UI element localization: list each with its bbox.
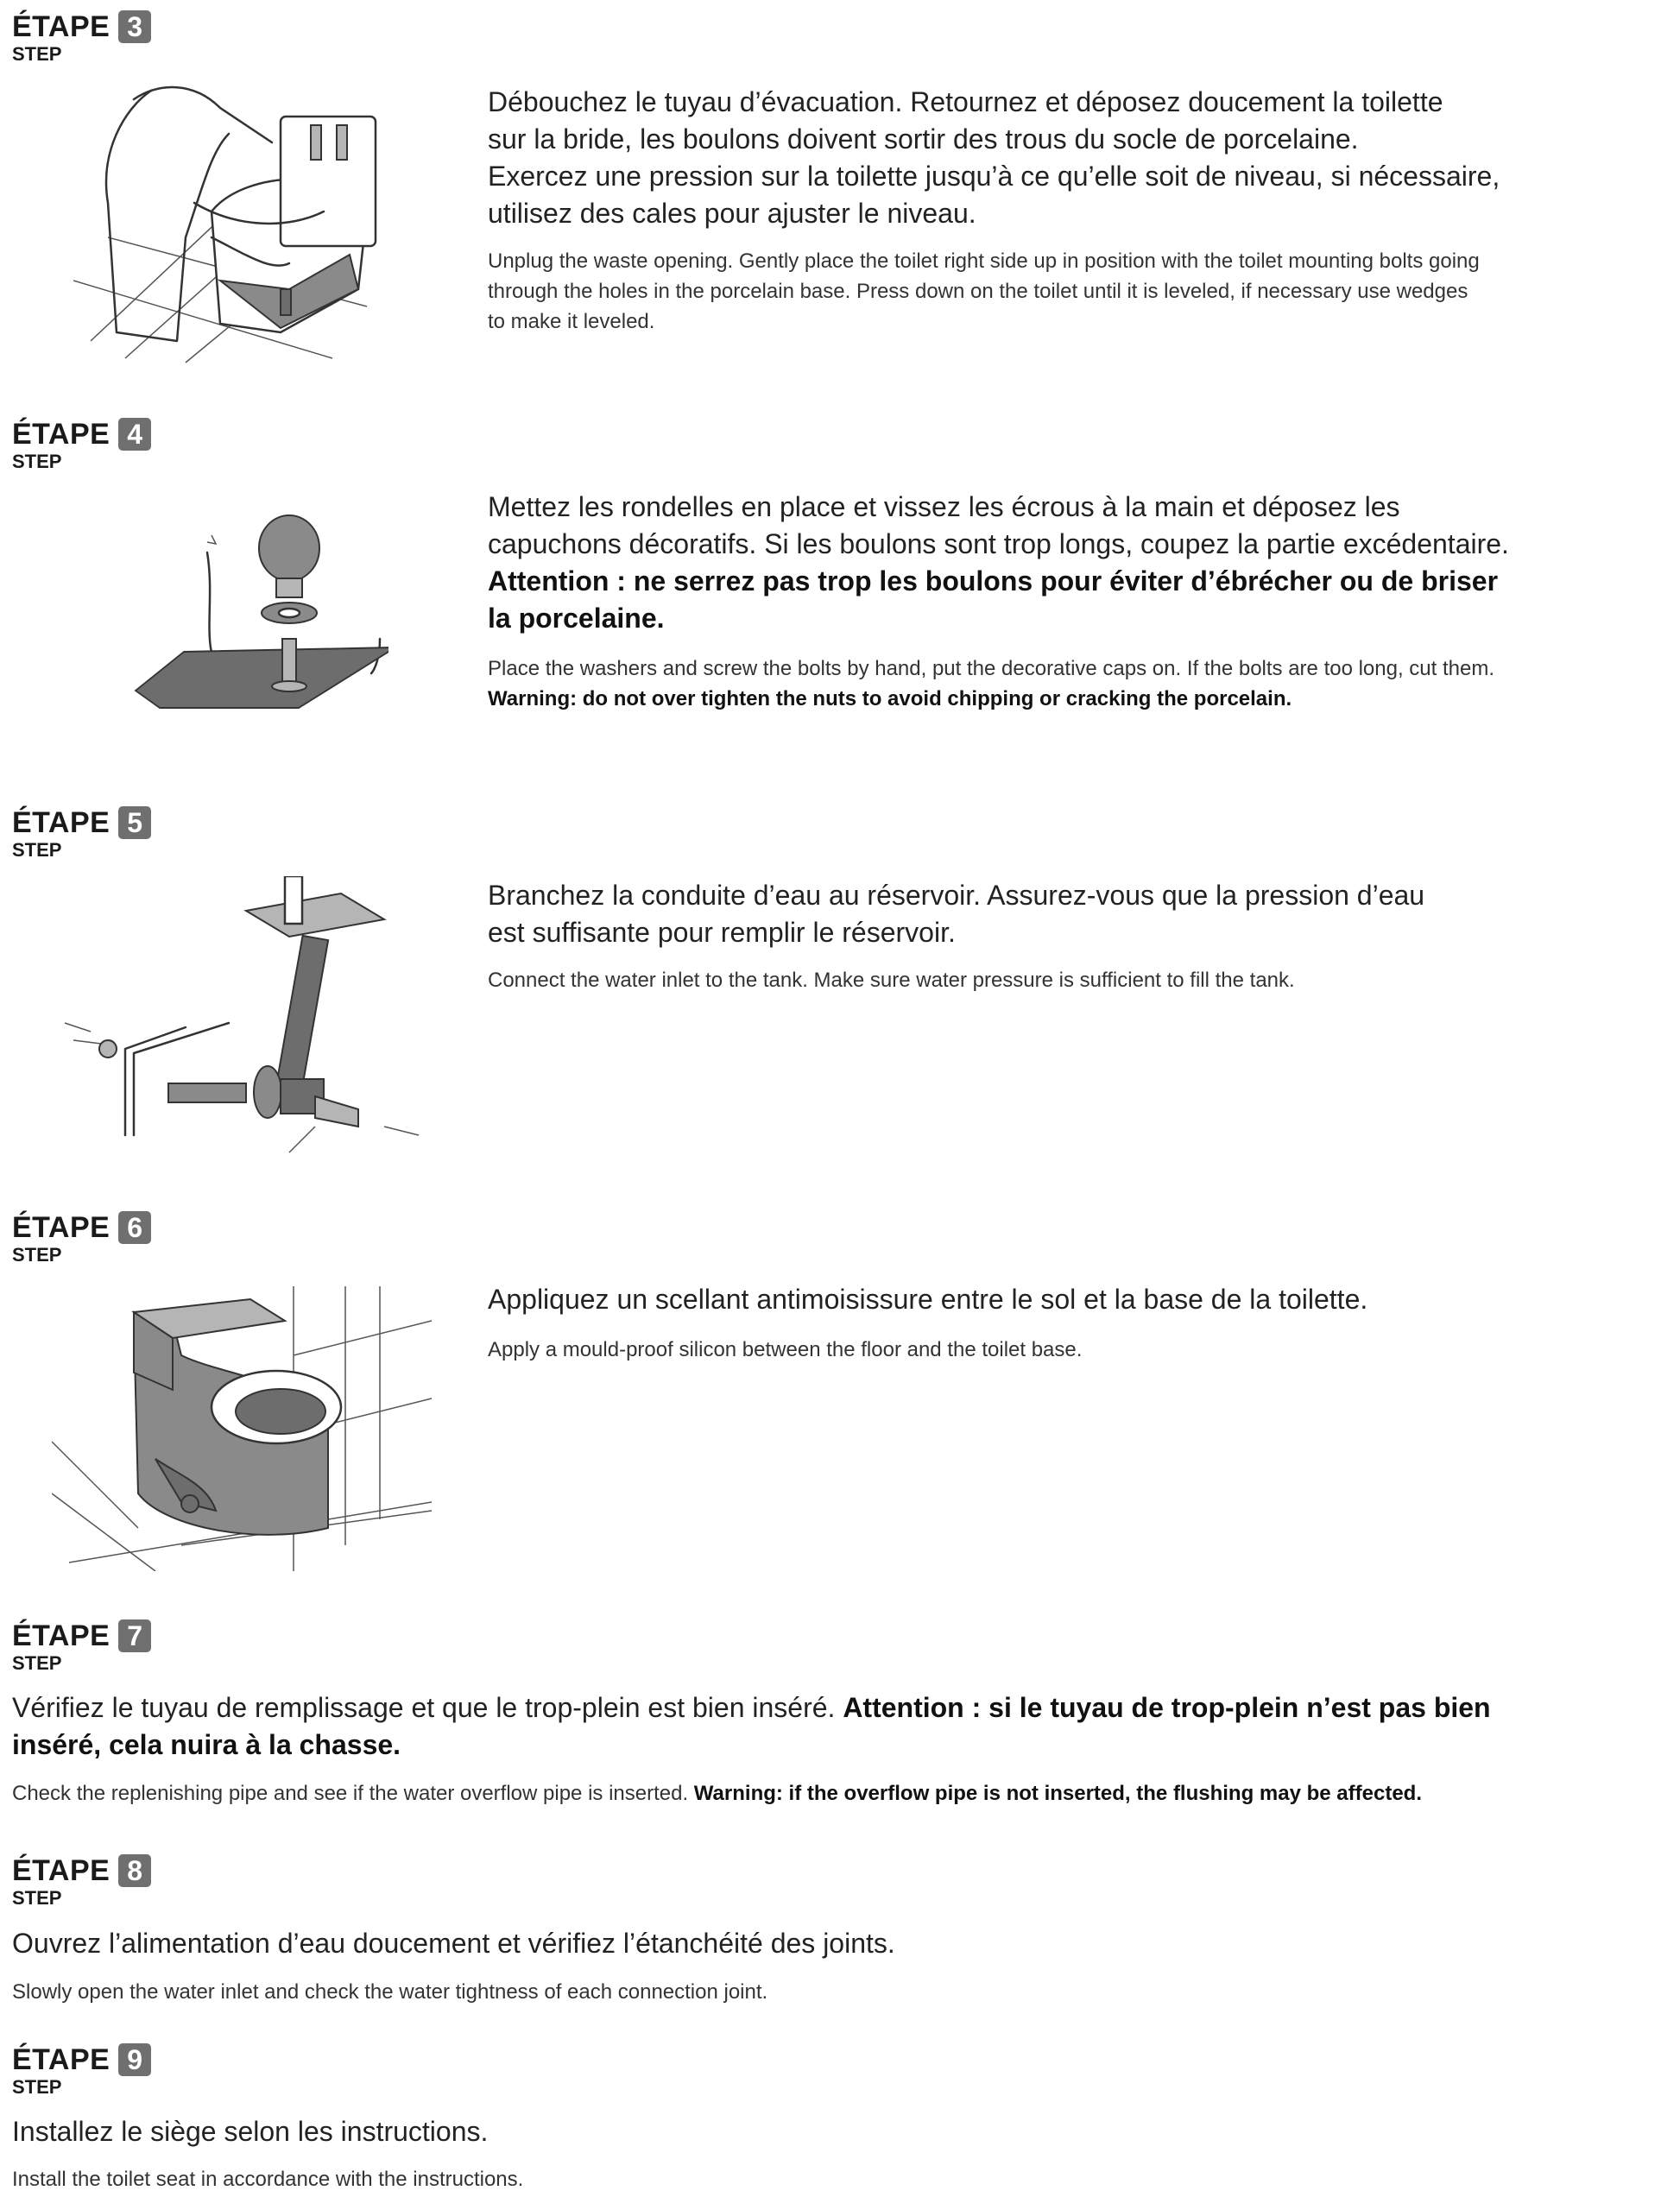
step-label: STEP [12, 2076, 62, 2098]
step-label: STEP [12, 43, 62, 65]
step-number-badge: 7 [118, 1619, 151, 1652]
step-8-english-text [12, 1977, 767, 2007]
etape-label: ÉTAPE [12, 10, 111, 43]
step-9-header [12, 2043, 151, 2097]
step-label: STEP [12, 1652, 62, 1674]
warning-line: Attention : ne serrez pas trop les boulons pour éviter d’ébrécher ou de briser [488, 565, 1499, 597]
step-label: STEP [12, 1887, 62, 1909]
step-label: STEP [12, 839, 62, 861]
text-line: Ouvrez l’alimentation d’eau doucement et vérifiez l’étanchéité des joints. [12, 1928, 895, 1959]
text-span: Vérifiez le tuyau de remplissage et que le trop-plein est bien inséré. [12, 1692, 843, 1723]
step-number-badge: 3 [118, 10, 151, 43]
bolt-assembly-illustration [129, 501, 388, 725]
text-line: Appliquez un scellant antimoisissure entre le sol et la base de la toilette. [488, 1284, 1368, 1315]
text-line: Connect the water inlet to the tank. Make sure water pressure is sufficient to fill the tank. [488, 969, 1295, 992]
text-line: through the holes in the porcelain base. Press down on the toilet until it is leveled, if necessary use wedges [488, 280, 1468, 303]
warning-line: la porcelaine. [488, 603, 665, 634]
text-line: Place the washers and screw the bolts by hand, put the decorative caps on. If the bolts are too long, cut them. [488, 657, 1495, 680]
etape-label: ÉTAPE [12, 1211, 111, 1244]
step-label: STEP [12, 1244, 62, 1266]
text-line: est suffisante pour remplir le réservoir. [488, 917, 956, 948]
text-line: Unplug the waste opening. Gently place the toilet right side up in position with the toilet mounting bolts going [488, 249, 1480, 273]
step-9-french-text [12, 2113, 488, 2150]
text-line: Apply a mould-proof silicon between the floor and the toilet base. [488, 1338, 1083, 1361]
text-line: Exercez une pression sur la toilette jusqu’à ce qu’elle soit de niveau, si nécessaire, [488, 161, 1500, 192]
step-number-badge: 5 [118, 806, 151, 839]
etape-label: ÉTAPE [12, 1854, 111, 1887]
step-label: STEP [12, 451, 62, 472]
warning-line: inséré, cela nuira à la chasse. [12, 1729, 401, 1760]
step-number-badge: 8 [118, 1854, 151, 1887]
text-line [12, 1689, 1670, 1727]
step-number-badge: 6 [118, 1211, 151, 1244]
step-8-header [12, 1854, 151, 1908]
step-7-french-text [12, 1689, 1670, 1764]
step-5-header [12, 806, 151, 860]
water-inlet-illustration [56, 876, 427, 1170]
step-4-header [12, 418, 151, 471]
step-5-french-text [488, 877, 1424, 951]
step-3-header [12, 10, 151, 64]
step-4-english-text [488, 653, 1494, 714]
step-7-english-text [12, 1778, 1670, 1809]
text-line: capuchons décoratifs. Si les boulons sont trop longs, coupez la partie excédentaire. [488, 528, 1509, 559]
step-6-french-text [488, 1281, 1367, 1318]
text-line: Install the toilet seat in accordance with the instructions. [12, 2168, 524, 2191]
text-span: Check the replenishing pipe and see if the water overflow pipe is inserted. [12, 1782, 694, 1805]
sealant-toilet-illustration [52, 1286, 432, 1571]
text-line: Mettez les rondelles en place et vissez les écrous à la main et déposez les [488, 491, 1400, 522]
warning-span: Warning: if the overflow pipe is not inserted, the flushing may be affected. [693, 1782, 1422, 1805]
step-3-french-text [488, 84, 1500, 232]
step-8-french-text [12, 1925, 895, 1962]
text-line: Débouchez le tuyau d’évacuation. Retournez et déposez doucement la toilette [488, 86, 1443, 117]
step-4-french-text [488, 489, 1509, 637]
text-line: Installez le siège selon les instructions. [12, 2116, 489, 2147]
warning-span: Attention : si le tuyau de trop-plein n’est pas bien [843, 1692, 1491, 1723]
text-line: sur la bride, les boulons doivent sortir des trous du socle de porcelaine. [488, 123, 1359, 155]
etape-label: ÉTAPE [12, 806, 111, 839]
text-line: Slowly open the water inlet and check the water tightness of each connection joint. [12, 1980, 768, 2004]
step-number-badge: 4 [118, 418, 151, 451]
step-6-english-text [488, 1335, 1082, 1365]
etape-label: ÉTAPE [12, 418, 111, 451]
etape-label: ÉTAPE [12, 2043, 111, 2076]
step-5-english-text [488, 965, 1295, 995]
step-7-header [12, 1619, 151, 1673]
step-9-english-text [12, 2164, 523, 2194]
text-line [12, 1778, 1670, 1809]
text-line: utilisez des cales pour ajuster le niveau. [488, 198, 976, 229]
step-6-header [12, 1211, 151, 1265]
toilet-placement-illustration [73, 82, 401, 367]
warning-line: Warning: do not over tighten the nuts to avoid chipping or cracking the porcelain. [488, 687, 1292, 710]
text-line: Branchez la conduite d’eau au réservoir. Assurez-vous que la pression d’eau [488, 880, 1425, 911]
etape-label: ÉTAPE [12, 1619, 111, 1652]
text-line: to make it leveled. [488, 310, 655, 333]
step-number-badge: 9 [118, 2043, 151, 2076]
step-3-english-text [488, 246, 1480, 337]
